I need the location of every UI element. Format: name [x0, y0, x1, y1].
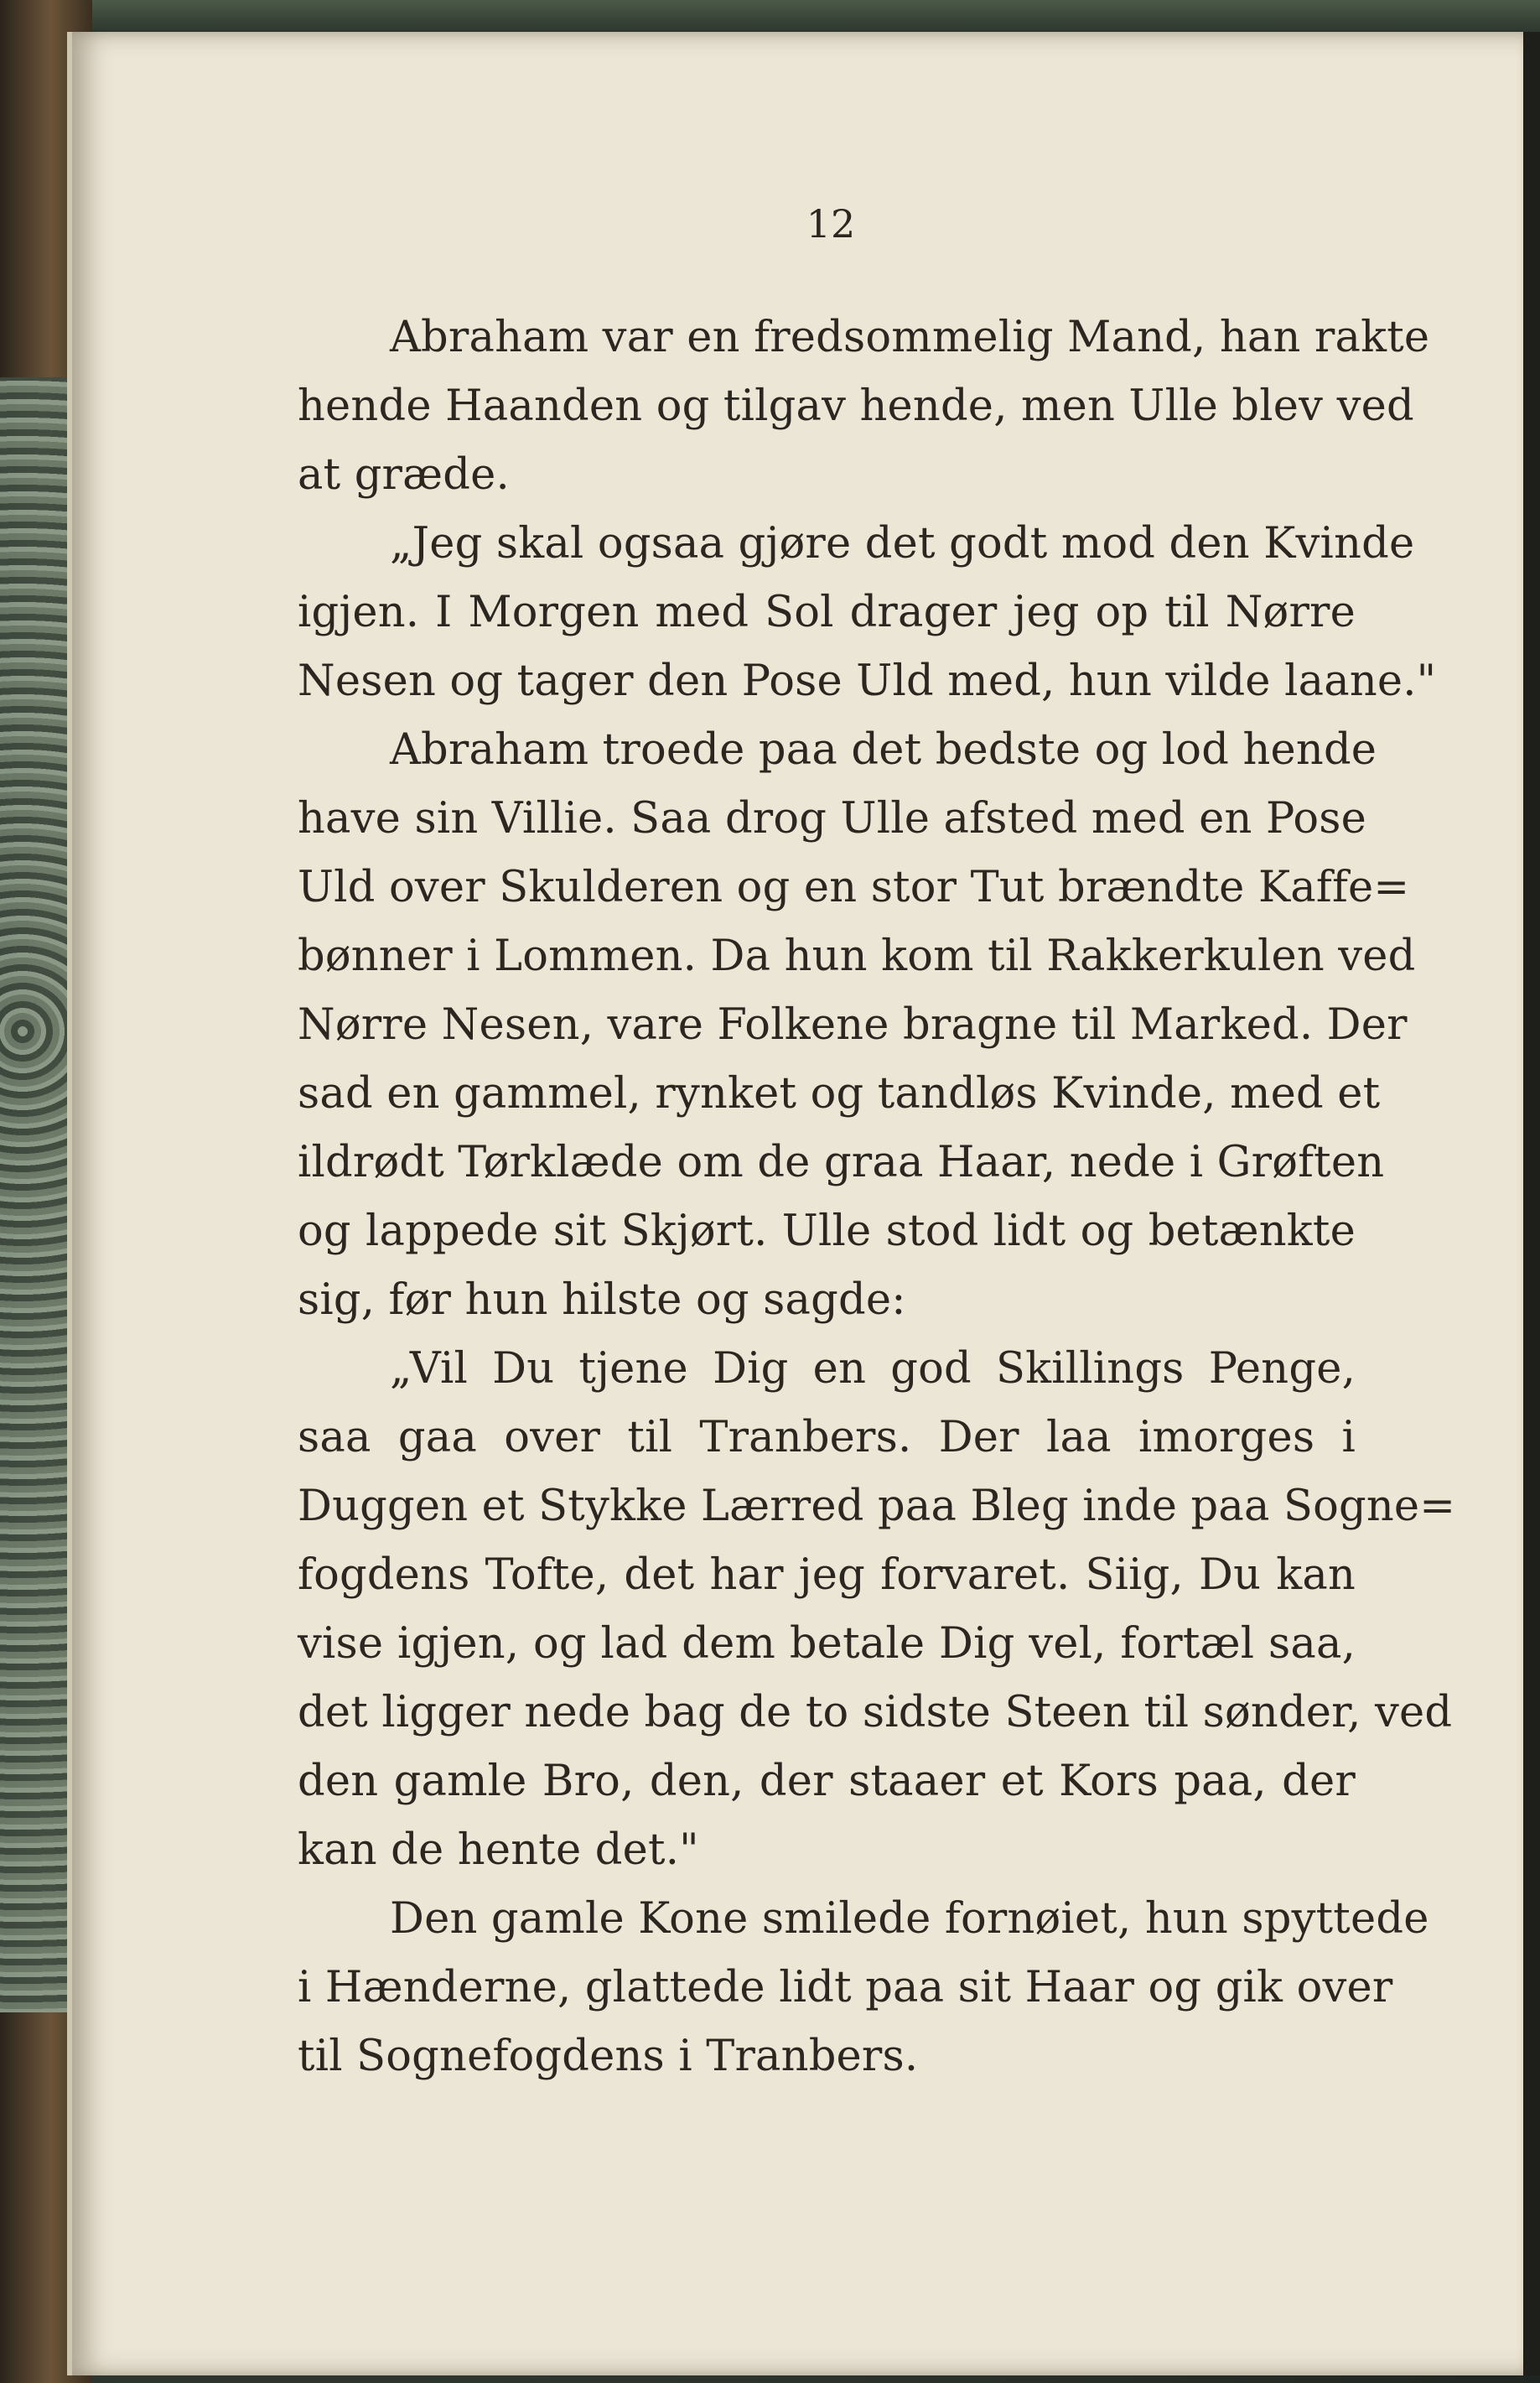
text-line: bønner i Lommen. Da hun kom til Rakkerkulen ved [298, 932, 1416, 981]
text-line: kan de hente det." [298, 1825, 699, 1875]
page-right-edge [1523, 32, 1540, 2375]
text-line: Nørre Nesen, vare Folkene bragne til Marked. Der [298, 1000, 1408, 1050]
text-line: Uld over Skulderen og en stor Tut brændte Kaffe= [298, 863, 1410, 912]
page-number: 12 [806, 201, 856, 247]
text-line: ildrødt Tørklæde om de graa Haar, nede i Grøften [298, 1138, 1385, 1187]
text-line: til Sognefogdens i Tranbers. [298, 2032, 919, 2081]
text-line: „Jeg skal ogsaa gjøre det godt mod den Kvinde [390, 519, 1415, 568]
text-line: sad en gammel, rynket og tandløs Kvinde, med et [298, 1069, 1381, 1119]
cover-top-edge [0, 0, 1540, 34]
text-line: den gamle Bro, den, der staaer et Kors paa, der [298, 1757, 1356, 1806]
marbled-cover-board [0, 377, 75, 2012]
text-line: Abraham troede paa det bedste og lod hende [390, 725, 1377, 775]
text-line: igjen. I Morgen med Sol drager jeg op til Nørre [298, 588, 1356, 637]
text-line: vise igjen, og lad dem betale Dig vel, fortæl saa, [298, 1619, 1356, 1669]
text-line: at græde. [298, 450, 510, 500]
text-line: og lappede sit Skjørt. Ulle stod lidt og betænkte [298, 1207, 1356, 1256]
text-line: hende Haanden og tilgav hende, men Ulle blev ved [298, 382, 1414, 431]
text-line: saa gaa over til Tranbers. Der laa imorges i [298, 1413, 1356, 1462]
text-line: sig, før hun hilste og sagde: [298, 1275, 906, 1325]
text-line: i Hænderne, glattede lidt paa sit Haar og gik over [298, 1963, 1393, 2012]
text-line: have sin Villie. Saa drog Ulle afsted med en Pose [298, 794, 1367, 844]
text-line: „Vil Du tjene Dig en god Skillings Penge, [390, 1344, 1356, 1394]
text-line: fogdens Tofte, det har jeg forvaret. Siig, Du kan [298, 1550, 1356, 1600]
text-line: Den gamle Kone smilede fornøiet, hun spyttede [390, 1894, 1429, 1944]
text-line: Nesen og tager den Pose Uld med, hun vilde laane." [298, 657, 1437, 706]
text-line: det ligger nede bag de to sidste Steen til sønder, ved [298, 1688, 1453, 1737]
text-line: Duggen et Stykke Lærred paa Bleg inde paa Sogne= [298, 1482, 1456, 1531]
text-line: Abraham var en fredsommelig Mand, han rakte [390, 313, 1430, 362]
body-text [298, 304, 1456, 2091]
